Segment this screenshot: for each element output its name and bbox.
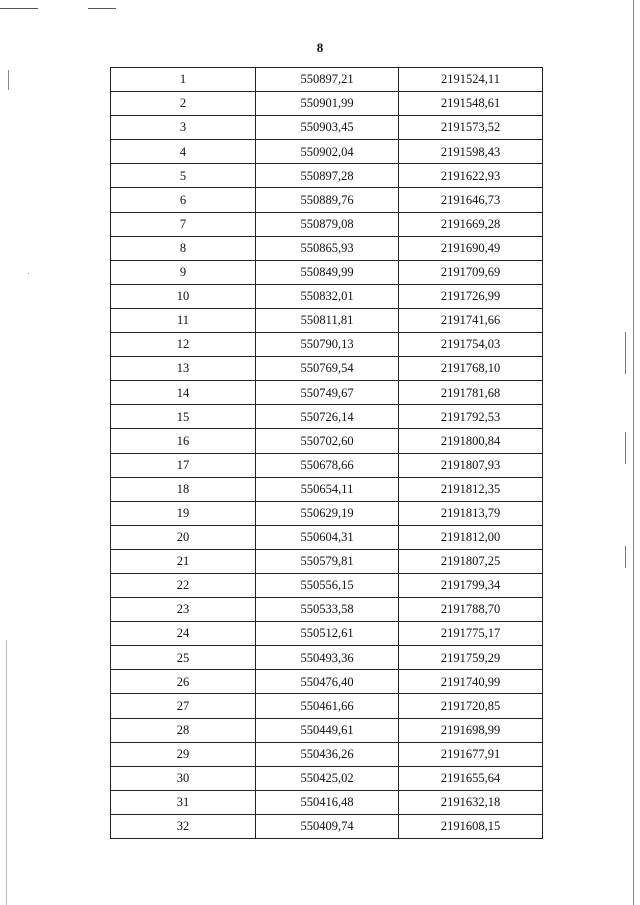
x-coordinate-cell: 550449,61 — [256, 718, 399, 742]
x-coordinate-cell: 550879,08 — [256, 212, 399, 236]
y-coordinate-cell: 2191812,35 — [399, 477, 543, 501]
table-row — [111, 429, 543, 453]
x-coordinate-cell: 550604,31 — [256, 525, 399, 549]
x-coordinate-cell: 550533,58 — [256, 598, 399, 622]
point-number-cell: 14 — [111, 381, 256, 405]
point-number-cell: 19 — [111, 501, 256, 525]
point-number-cell: 11 — [111, 308, 256, 332]
x-coordinate-cell: 550865,93 — [256, 236, 399, 260]
y-coordinate-cell: 2191598,43 — [399, 140, 543, 164]
table-row — [111, 333, 543, 357]
table-row — [111, 92, 543, 116]
y-coordinate-cell: 2191720,85 — [399, 694, 543, 718]
scan-artifact-right-mark — [625, 332, 626, 374]
x-coordinate-cell: 550461,66 — [256, 694, 399, 718]
y-coordinate-cell: 2191622,93 — [399, 164, 543, 188]
point-number-cell: 32 — [111, 814, 256, 838]
point-number-cell: 17 — [111, 453, 256, 477]
table-row — [111, 477, 543, 501]
point-number-cell: 30 — [111, 766, 256, 790]
table-row — [111, 140, 543, 164]
y-coordinate-cell: 2191698,99 — [399, 718, 543, 742]
y-coordinate-cell: 2191740,99 — [399, 670, 543, 694]
y-coordinate-cell: 2191781,68 — [399, 381, 543, 405]
point-number-cell: 9 — [111, 260, 256, 284]
table-row — [111, 68, 543, 92]
y-coordinate-cell: 2191655,64 — [399, 766, 543, 790]
table-row — [111, 694, 543, 718]
point-number-cell: 2 — [111, 92, 256, 116]
x-coordinate-cell: 550556,15 — [256, 573, 399, 597]
table-row — [111, 405, 543, 429]
point-number-cell: 22 — [111, 573, 256, 597]
table-row — [111, 790, 543, 814]
x-coordinate-cell: 550629,19 — [256, 501, 399, 525]
scan-artifact-right-edge — [633, 0, 634, 905]
x-coordinate-cell: 550849,99 — [256, 260, 399, 284]
x-coordinate-cell: 550416,48 — [256, 790, 399, 814]
x-coordinate-cell: 550678,66 — [256, 453, 399, 477]
x-coordinate-cell: 550889,76 — [256, 188, 399, 212]
table-row — [111, 260, 543, 284]
y-coordinate-cell: 2191807,25 — [399, 549, 543, 573]
table-row — [111, 453, 543, 477]
x-coordinate-cell: 550476,40 — [256, 670, 399, 694]
y-coordinate-cell: 2191813,79 — [399, 501, 543, 525]
point-number-cell: 15 — [111, 405, 256, 429]
table-row — [111, 646, 543, 670]
point-number-cell: 29 — [111, 742, 256, 766]
y-coordinate-cell: 2191608,15 — [399, 814, 543, 838]
point-number-cell: 13 — [111, 357, 256, 381]
point-number-cell: 21 — [111, 549, 256, 573]
point-number-cell: 16 — [111, 429, 256, 453]
table-row — [111, 525, 543, 549]
point-number-cell: 31 — [111, 790, 256, 814]
y-coordinate-cell: 2191807,93 — [399, 453, 543, 477]
point-number-cell: 1 — [111, 68, 256, 92]
x-coordinate-cell: 550897,28 — [256, 164, 399, 188]
table-row — [111, 501, 543, 525]
point-number-cell: 25 — [111, 646, 256, 670]
y-coordinate-cell: 2191800,84 — [399, 429, 543, 453]
table-row — [111, 188, 543, 212]
table-row — [111, 549, 543, 573]
x-coordinate-cell: 550425,02 — [256, 766, 399, 790]
y-coordinate-cell: 2191524,11 — [399, 68, 543, 92]
table-row — [111, 357, 543, 381]
x-coordinate-cell: 550654,11 — [256, 477, 399, 501]
point-number-cell: 24 — [111, 622, 256, 646]
point-number-cell: 27 — [111, 694, 256, 718]
y-coordinate-cell: 2191754,03 — [399, 333, 543, 357]
point-number-cell: 20 — [111, 525, 256, 549]
point-number-cell: 18 — [111, 477, 256, 501]
x-coordinate-cell: 550811,81 — [256, 308, 399, 332]
point-number-cell: 8 — [111, 236, 256, 260]
table-row — [111, 814, 543, 838]
y-coordinate-cell: 2191759,29 — [399, 646, 543, 670]
y-coordinate-cell: 2191548,61 — [399, 92, 543, 116]
scan-artifact-left-mark — [28, 273, 29, 274]
x-coordinate-cell: 550436,26 — [256, 742, 399, 766]
x-coordinate-cell: 550579,81 — [256, 549, 399, 573]
x-coordinate-cell: 550512,61 — [256, 622, 399, 646]
y-coordinate-cell: 2191709,69 — [399, 260, 543, 284]
scan-artifact-top-rule — [0, 8, 38, 9]
x-coordinate-cell: 550702,60 — [256, 429, 399, 453]
table-row — [111, 742, 543, 766]
table-row — [111, 670, 543, 694]
point-number-cell: 28 — [111, 718, 256, 742]
x-coordinate-cell: 550409,74 — [256, 814, 399, 838]
table-row — [111, 718, 543, 742]
x-coordinate-cell: 550902,04 — [256, 140, 399, 164]
y-coordinate-cell: 2191726,99 — [399, 284, 543, 308]
table-row — [111, 236, 543, 260]
table-row — [111, 284, 543, 308]
table-row — [111, 212, 543, 236]
y-coordinate-cell: 2191646,73 — [399, 188, 543, 212]
x-coordinate-cell: 550493,36 — [256, 646, 399, 670]
point-number-cell: 3 — [111, 116, 256, 140]
x-coordinate-cell: 550903,45 — [256, 116, 399, 140]
y-coordinate-cell: 2191775,17 — [399, 622, 543, 646]
point-number-cell: 5 — [111, 164, 256, 188]
y-coordinate-cell: 2191573,52 — [399, 116, 543, 140]
table-row — [111, 573, 543, 597]
point-number-cell: 6 — [111, 188, 256, 212]
x-coordinate-cell: 550897,21 — [256, 68, 399, 92]
x-coordinate-cell: 550769,54 — [256, 357, 399, 381]
point-number-cell: 23 — [111, 598, 256, 622]
table-row — [111, 598, 543, 622]
y-coordinate-cell: 2191741,66 — [399, 308, 543, 332]
point-number-cell: 26 — [111, 670, 256, 694]
y-coordinate-cell: 2191690,49 — [399, 236, 543, 260]
scan-artifact-right-mark — [625, 546, 626, 568]
coordinates-table-body — [111, 68, 543, 839]
table-row — [111, 164, 543, 188]
point-number-cell: 4 — [111, 140, 256, 164]
scan-artifact-left-edge — [6, 640, 7, 905]
table-row — [111, 116, 543, 140]
x-coordinate-cell: 550749,67 — [256, 381, 399, 405]
point-number-cell: 10 — [111, 284, 256, 308]
y-coordinate-cell: 2191632,18 — [399, 790, 543, 814]
scan-artifact-right-mark — [625, 432, 626, 464]
table-row — [111, 766, 543, 790]
y-coordinate-cell: 2191799,34 — [399, 573, 543, 597]
table-row — [111, 308, 543, 332]
x-coordinate-cell: 550790,13 — [256, 333, 399, 357]
y-coordinate-cell: 2191788,70 — [399, 598, 543, 622]
y-coordinate-cell: 2191677,91 — [399, 742, 543, 766]
point-number-cell: 7 — [111, 212, 256, 236]
point-number-cell: 12 — [111, 333, 256, 357]
y-coordinate-cell: 2191792,53 — [399, 405, 543, 429]
x-coordinate-cell: 550726,14 — [256, 405, 399, 429]
y-coordinate-cell: 2191768,10 — [399, 357, 543, 381]
table-row — [111, 381, 543, 405]
x-coordinate-cell: 550832,01 — [256, 284, 399, 308]
page-number: 8 — [316, 40, 324, 55]
scan-artifact-top-rule — [88, 8, 116, 9]
scan-artifact-left-mark — [8, 70, 9, 90]
table-row — [111, 622, 543, 646]
coordinates-table — [110, 67, 543, 839]
y-coordinate-cell: 2191669,28 — [399, 212, 543, 236]
x-coordinate-cell: 550901,99 — [256, 92, 399, 116]
y-coordinate-cell: 2191812,00 — [399, 525, 543, 549]
